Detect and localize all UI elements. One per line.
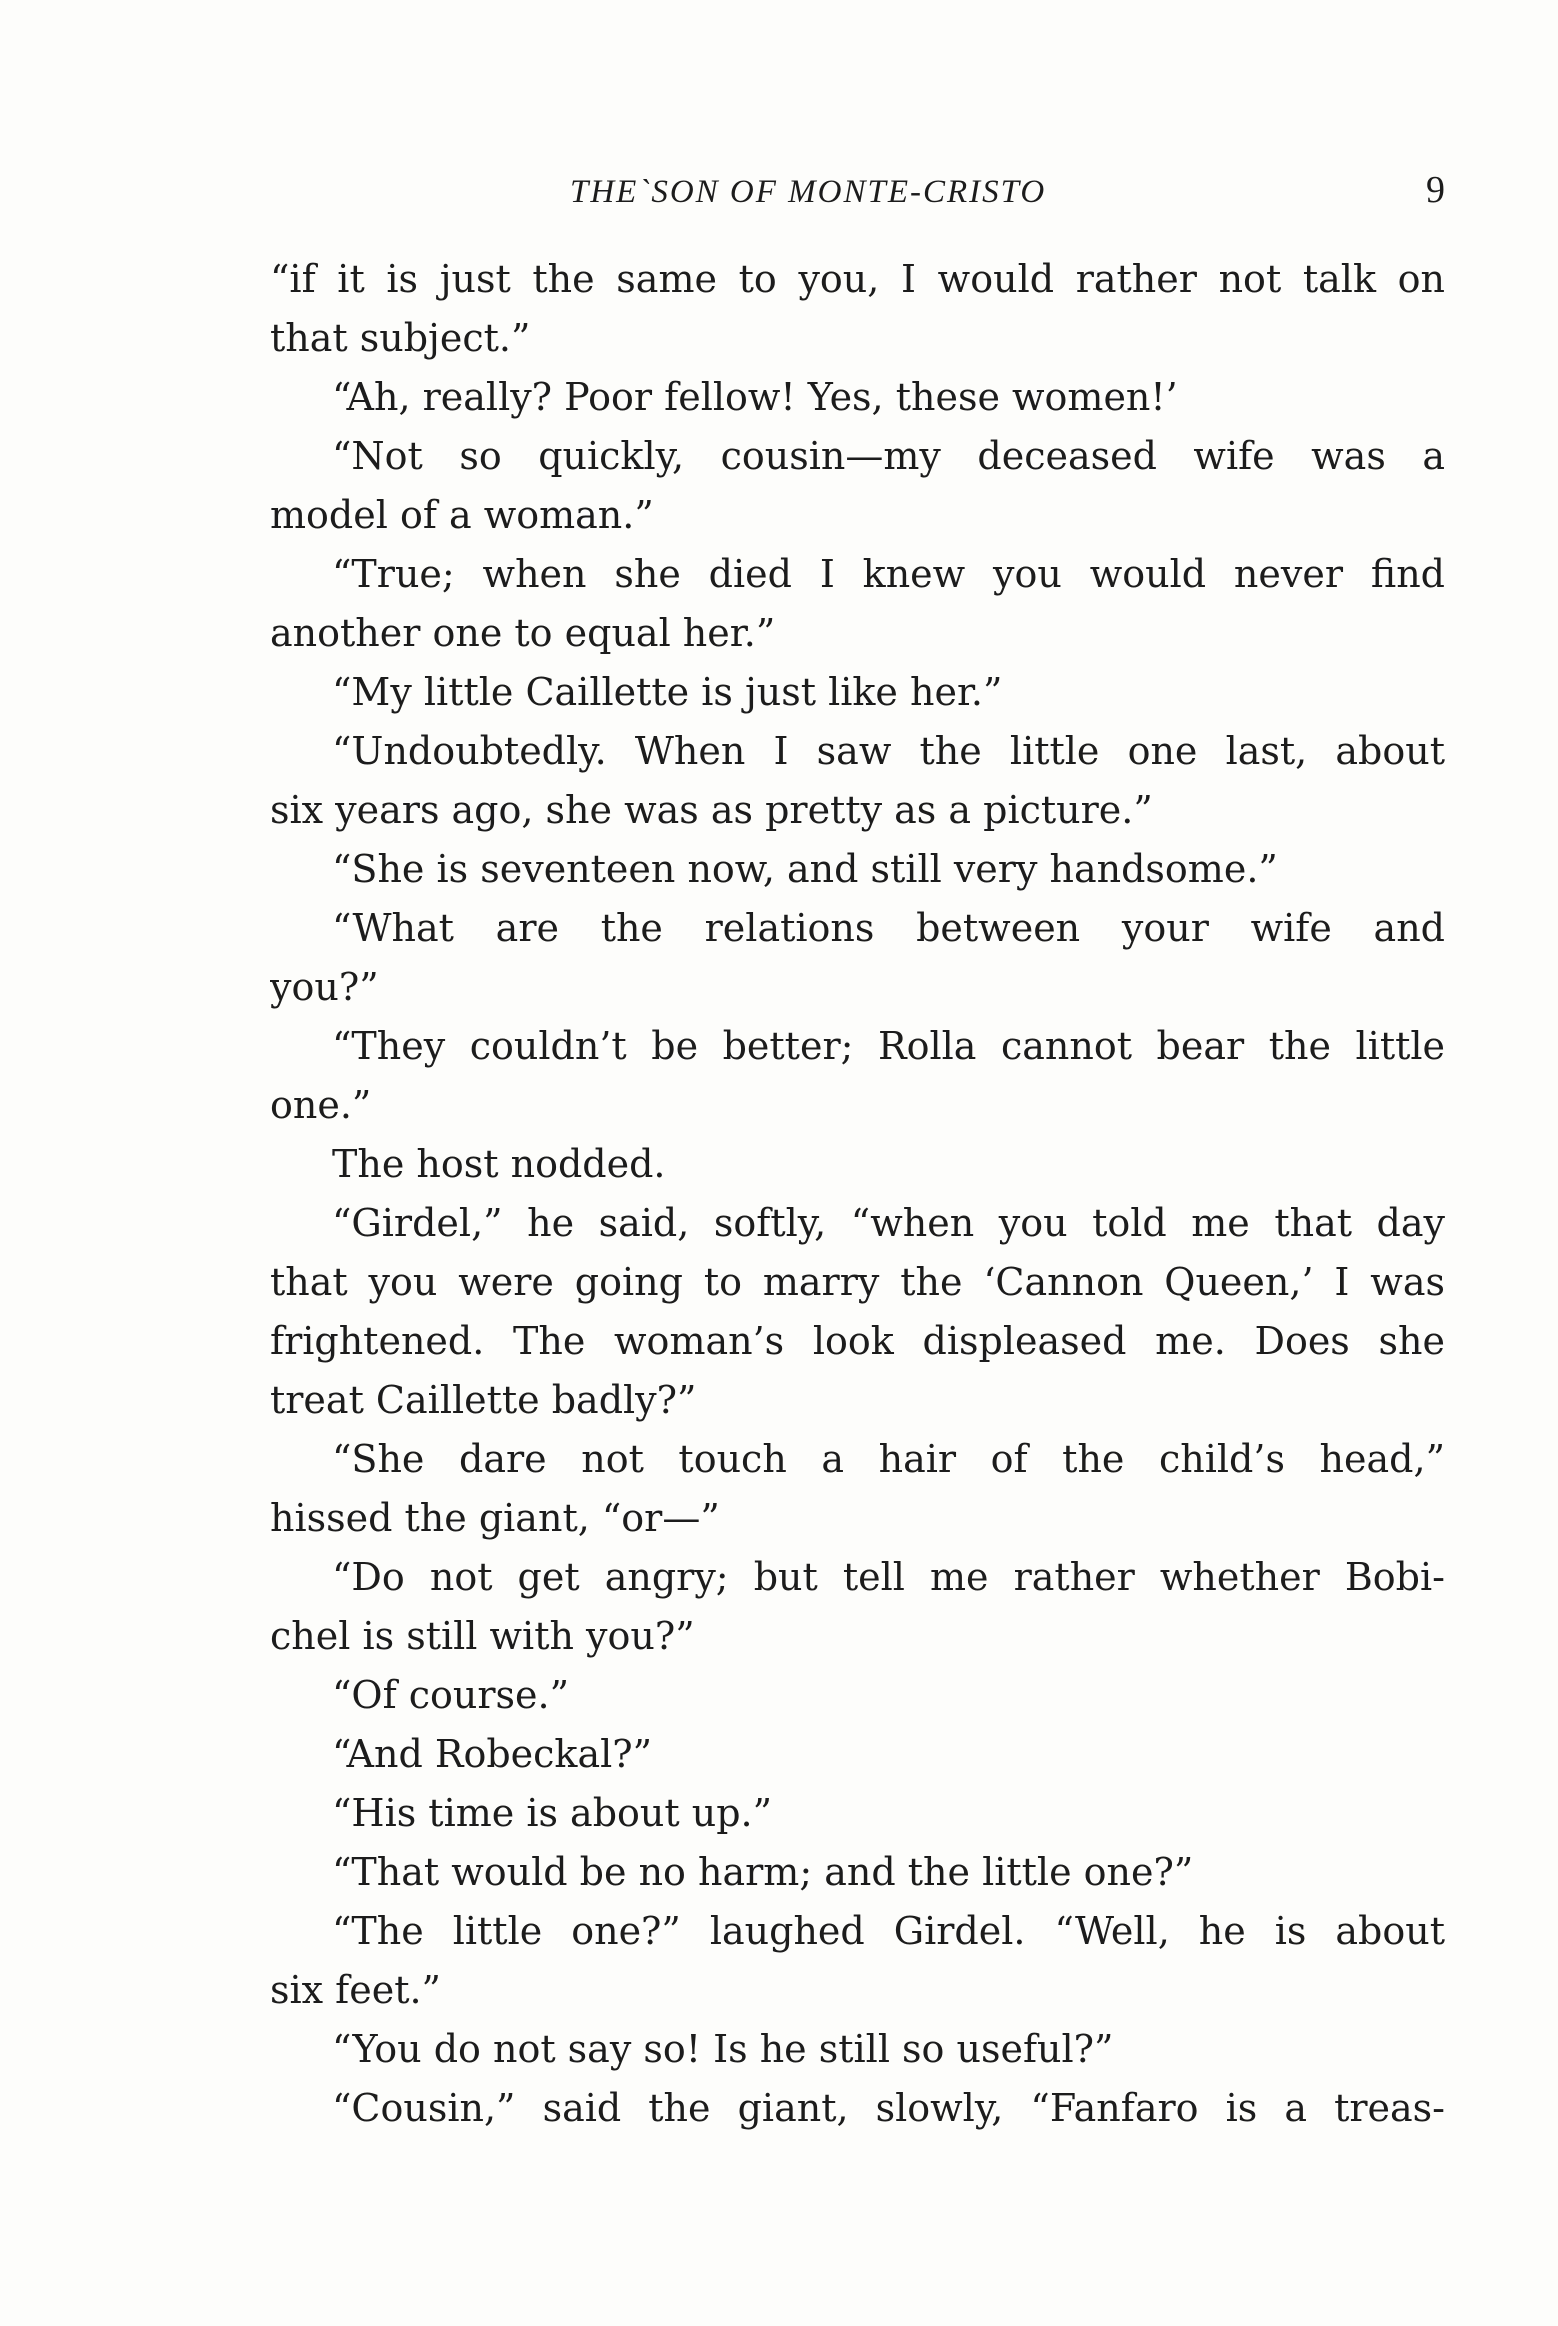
- text-line: “if it is just the same to you, I would rather not talk on: [270, 257, 1445, 301]
- body-text: [270, 250, 1445, 2138]
- text-line: that subject.”: [270, 316, 531, 360]
- text-line: another one to equal her.”: [270, 611, 776, 655]
- text-line: “She is seventeen now, and still very handsome.”: [332, 847, 1278, 891]
- text-line: The host nodded.: [332, 1142, 666, 1186]
- text-line: “The little one?” laughed Girdel. “Well, he is about: [332, 1909, 1445, 1953]
- text-line: chel is still with you?”: [270, 1614, 695, 1658]
- text-line: “My little Caillette is just like her.”: [332, 670, 1003, 714]
- text-line: “You do not say so! Is he still so useful?”: [332, 2027, 1114, 2071]
- running-head: [270, 168, 1445, 228]
- text-line: one.”: [270, 1083, 372, 1127]
- text-line: “True; when she died I knew you would never find: [332, 552, 1445, 596]
- page-number: 9: [1426, 169, 1445, 211]
- text-line: model of a woman.”: [270, 493, 654, 537]
- text-line: six years ago, she was as pretty as a picture.”: [270, 788, 1153, 832]
- text-line: “And Robeckal?”: [332, 1732, 653, 1776]
- text-line: “What are the relations between your wife and: [332, 906, 1445, 950]
- text-line: “His time is about up.”: [332, 1791, 773, 1835]
- text-line: hissed the giant, “or—”: [270, 1496, 720, 1540]
- text-line: frightened. The woman’s look displeased me. Does she: [270, 1319, 1445, 1363]
- text-line: “Do not get angry; but tell me rather whether Bobi-: [332, 1555, 1445, 1599]
- running-title: THE`SON OF MONTE-CRISTO: [570, 174, 1047, 210]
- text-line: that you were going to marry the ‘Cannon Queen,’ I was: [270, 1260, 1445, 1304]
- text-line: six feet.”: [270, 1968, 441, 2012]
- text-line: you?”: [270, 965, 379, 1009]
- text-line: “Not so quickly, cousin—my deceased wife was a: [332, 434, 1445, 478]
- text-line: “Cousin,” said the giant, slowly, “Fanfaro is a treas-: [332, 2086, 1445, 2130]
- text-line: “Girdel,” he said, softly, “when you told me that day: [332, 1201, 1445, 1245]
- text-line: “They couldn’t be better; Rolla cannot bear the little: [332, 1024, 1445, 1068]
- text-line: “She dare not touch a hair of the child’s head,”: [332, 1437, 1445, 1481]
- text-line: “That would be no harm; and the little one?”: [332, 1850, 1194, 1894]
- text-line: “Undoubtedly. When I saw the little one last, about: [332, 729, 1445, 773]
- text-line: treat Caillette badly?”: [270, 1378, 697, 1422]
- text-line: “Ah, really? Poor fellow! Yes, these women!’: [332, 375, 1178, 419]
- text-line: “Of course.”: [332, 1673, 570, 1717]
